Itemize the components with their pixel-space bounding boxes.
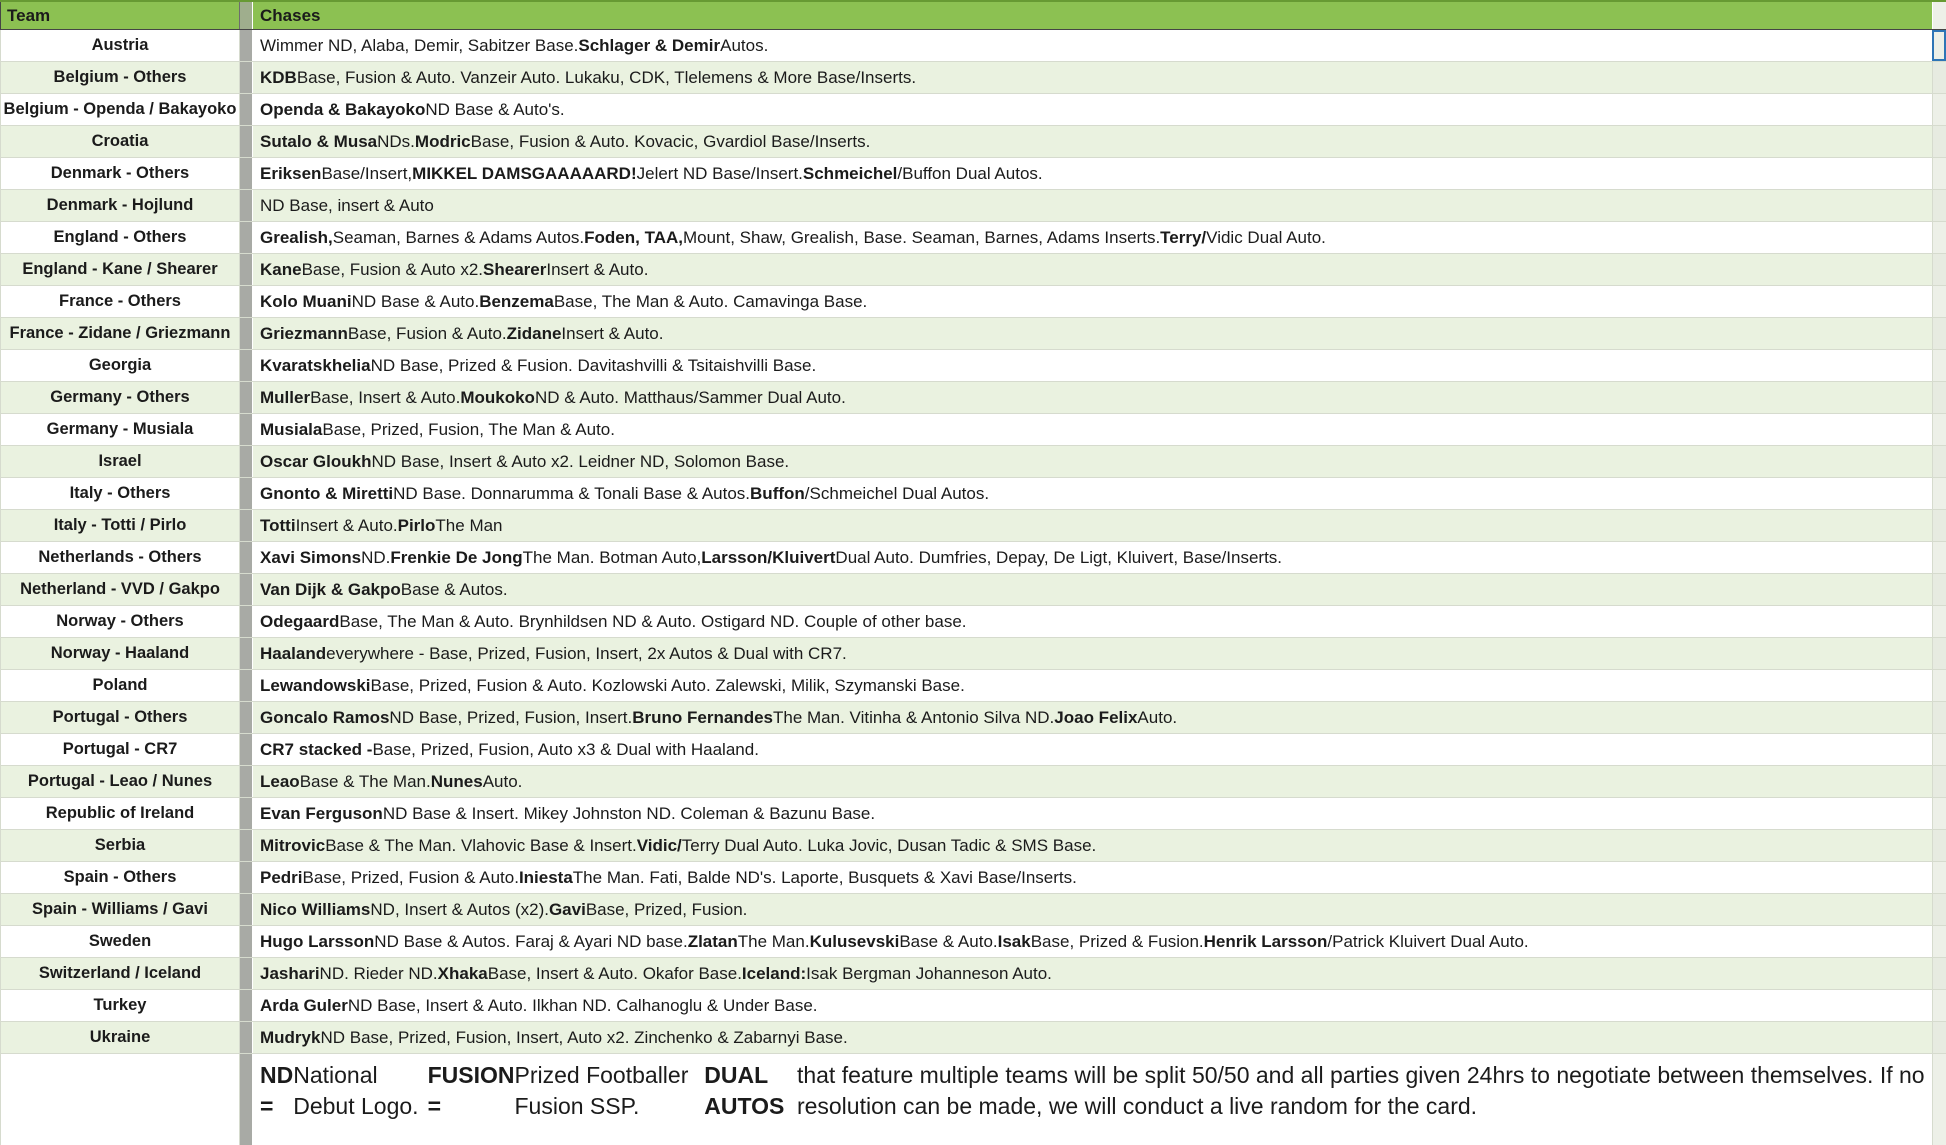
team-cell[interactable]: Portugal - Others [0,702,240,733]
table-row [0,318,1946,350]
chases-cell[interactable]: Kane Base, Fusion & Auto x2. Shearer Insert & Auto. [260,259,649,279]
team-cell[interactable]: France - Others [0,286,240,317]
chases-cell[interactable]: Haaland everywhere - Base, Prized, Fusion, Insert, 2x Autos & Dual with CR7. [260,643,847,663]
edge-column-cell[interactable] [1932,894,1946,925]
edge-column-cell[interactable] [1932,286,1946,317]
chases-cell[interactable]: Hugo Larsson ND Base & Autos. Faraj & Ayari ND base. Zlatan The Man. Kulusevski Base & Auto. Isak Base, Prized & Fusion. Henrik Larsson /Patrick Kluivert Dual Auto. [260,931,1529,951]
edge-column-cell[interactable] [1932,510,1946,541]
team-cell[interactable]: Switzerland / Iceland [0,958,240,989]
table-row [0,30,1946,62]
divider-column-cell [240,94,253,125]
edge-column-cell[interactable] [1932,574,1946,605]
divider-column-cell [240,798,253,829]
chases-cell[interactable]: ND Base, insert & Auto [260,195,434,215]
divider-column-cell [240,638,253,669]
table-row [0,62,1946,94]
edge-column-cell[interactable] [1932,318,1946,349]
table-row [0,94,1946,126]
team-cell[interactable]: Israel [0,446,240,477]
edge-column-cell[interactable] [1932,1022,1946,1053]
edge-column-header [1932,2,1946,29]
chases-cell[interactable]: Jashari ND. Rieder ND. Xhaka Base, Insert & Auto. Okafor Base. Iceland: Isak Bergman Johanneson Auto. [260,963,1052,983]
chases-cell[interactable]: Oscar Gloukh ND Base, Insert & Auto x2. Leidner ND, Solomon Base. [260,451,790,471]
edge-column-cell[interactable] [1932,670,1946,701]
edge-column-cell[interactable] [1932,446,1946,477]
team-cell[interactable]: Netherland - VVD / Gakpo [0,574,240,605]
active-cell-selection[interactable] [1932,30,1946,61]
chases-cell[interactable]: Musiala Base, Prized, Fusion, The Man & Auto. [260,419,615,439]
table-body [0,30,1946,1054]
divider-column-cell [240,350,253,381]
team-cell[interactable]: Portugal - CR7 [0,734,240,765]
chases-cell[interactable]: CR7 stacked - Base, Prized, Fusion, Auto x3 & Dual with Haaland. [260,739,759,759]
team-cell[interactable]: Norway - Haaland [0,638,240,669]
table-row [0,734,1946,766]
team-cell[interactable]: Denmark - Others [0,158,240,189]
team-cell[interactable]: Belgium - Others [0,62,240,93]
header-row [0,0,1946,30]
team-cell[interactable]: Belgium - Openda / Bakayoko [0,94,240,125]
divider-column-cell [240,190,253,221]
divider-column-cell [240,510,253,541]
table-row [0,222,1946,254]
divider-column-cell [240,414,253,445]
divider-column-cell [240,830,253,861]
table-row [0,478,1946,510]
team-cell[interactable]: Austria [0,30,240,61]
edge-column-cell[interactable] [1932,638,1946,669]
divider-column-cell [240,702,253,733]
divider-column-cell [240,926,253,957]
legend-empty-team-cell[interactable] [0,1054,240,1145]
chases-cell[interactable]: Kvaratskhelia ND Base, Prized & Fusion. Davitashvilli & Tsitaishvilli Base. [260,355,817,375]
divider-column-cell [240,1022,253,1053]
chases-cell[interactable]: Pedri Base, Prized, Fusion & Auto. Iniesta The Man. Fati, Balde ND's. Laporte, Busquets & Xavi Base/Inserts. [260,867,1077,887]
edge-column-cell[interactable] [1932,62,1946,93]
chases-cell[interactable]: Arda Guler ND Base, Insert & Auto. Ilkhan ND. Calhanoglu & Under Base. [260,995,818,1015]
edge-column-cell[interactable] [1932,126,1946,157]
edge-column-cell[interactable] [1932,606,1946,637]
table-row [0,606,1946,638]
team-cell[interactable]: Italy - Totti / Pirlo [0,510,240,541]
chases-cell[interactable]: Eriksen Base/Insert, MIKKEL DAMSGAAAAARD! Jelert ND Base/Insert. Schmeichel /Buffon Dual Autos. [260,163,1043,183]
team-cell[interactable]: Turkey [0,990,240,1021]
divider-column-cell [240,158,253,189]
table-row [0,382,1946,414]
edge-column-cell[interactable] [1932,734,1946,765]
table-row [0,958,1946,990]
team-cell[interactable]: Italy - Others [0,478,240,509]
chases-cell[interactable]: Kolo Muani ND Base & Auto. Benzema Base, The Man & Auto. Camavinga Base. [260,291,868,311]
table-row [0,542,1946,574]
chases-cell[interactable]: Grealish, Seaman, Barnes & Adams Autos. Foden, TAA, Mount, Shaw, Grealish, Base. Seaman, Barnes, Adams Inserts. Terry/ Vidic Dual Auto. [260,227,1326,247]
table-row [0,702,1946,734]
team-cell[interactable]: France - Zidane / Griezmann [0,318,240,349]
divider-column-cell [240,542,253,573]
team-cell[interactable]: Germany - Others [0,382,240,413]
table-row [0,126,1946,158]
chases-cell[interactable]: Sutalo & Musa NDs. Modric Base, Fusion & Auto. Kovacic, Gvardiol Base/Inserts. [260,131,871,151]
chases-cell[interactable]: Gnonto & Miretti ND Base. Donnarumma & Tonali Base & Autos. Buffon /Schmeichel Dual Autos. [260,483,990,503]
divider-column-cell [240,222,253,253]
edge-column-cell[interactable] [1932,222,1946,253]
divider-column-cell [240,574,253,605]
table-row [0,862,1946,894]
divider-column-cell [240,126,253,157]
edge-column-cell[interactable] [1932,414,1946,445]
divider-column-cell [240,894,253,925]
chases-cell[interactable]: KDB Base, Fusion & Auto. Vanzeir Auto. Lukaku, CDK, Tlelemens & More Base/Inserts. [260,67,917,87]
legend-note[interactable]: ND = National Debut Logo. FUSION = Prized Footballer Fusion SSP. DUAL AUTOS that feature multiple teams will be split 50/50 and all parties given 24hrs to negotiate between themselves. If no resolution can be made, we will conduct a live random for the card. [260,1062,1925,1119]
table-row [0,990,1946,1022]
chases-cell[interactable]: Goncalo Ramos ND Base, Prized, Fusion, Insert. Bruno Fernandes The Man. Vitinha & Antonio Silva ND. Joao Felix Auto. [260,707,1178,727]
team-cell[interactable]: Serbia [0,830,240,861]
divider-column-cell [240,62,253,93]
team-cell[interactable]: Denmark - Hojlund [0,190,240,221]
divider-column-cell [240,862,253,893]
divider-column-cell [240,990,253,1021]
chases-cell[interactable]: Evan Ferguson ND Base & Insert. Mikey Johnston ND. Coleman & Bazunu Base. [260,803,876,823]
team-cell[interactable]: England - Others [0,222,240,253]
divider-column-cell [240,606,253,637]
divider-column-cell [240,958,253,989]
table-row [0,286,1946,318]
edge-column-cell[interactable] [1932,958,1946,989]
table-row [0,830,1946,862]
chases-cell[interactable]: Mudryk ND Base, Prized, Fusion, Insert, Auto x2. Zinchenko & Zabarnyi Base. [260,1027,848,1047]
team-cell[interactable]: Republic of Ireland [0,798,240,829]
team-cell[interactable]: Norway - Others [0,606,240,637]
edge-column-cell[interactable] [1932,254,1946,285]
table-row [0,510,1946,542]
team-cell[interactable]: Germany - Musiala [0,414,240,445]
chases-cell[interactable]: Totti Insert & Auto. Pirlo The Man [260,515,503,535]
table-row [0,926,1946,958]
edge-column-cell [1932,1054,1946,1145]
team-cell[interactable]: England - Kane / Shearer [0,254,240,285]
team-cell[interactable]: Portugal - Leao / Nunes [0,766,240,797]
table-row [0,446,1946,478]
edge-column-cell[interactable] [1932,798,1946,829]
team-cell[interactable]: Sweden [0,926,240,957]
table-row [0,254,1946,286]
chases-cell[interactable]: Xavi Simons ND. Frenkie De Jong The Man. Botman Auto, Larsson/Kluivert Dual Auto. Dumfries, Depay, De Ligt, Kluivert, Base/Inserts. [260,547,1283,567]
team-cell[interactable]: Ukraine [0,1022,240,1053]
team-cell[interactable]: Spain - Others [0,862,240,893]
divider-column-cell [240,318,253,349]
chases-cell[interactable]: Odegaard Base, The Man & Auto. Brynhildsen ND & Auto. Ostigard ND. Couple of other base. [260,611,967,631]
team-cell[interactable]: Croatia [0,126,240,157]
table-row [0,574,1946,606]
edge-column-cell[interactable] [1932,702,1946,733]
table-row [0,1022,1946,1054]
table-row [0,638,1946,670]
divider-column-cell [240,766,253,797]
chases-cell[interactable]: Nico Williams ND, Insert & Autos (x2). Gavi Base, Prized, Fusion. [260,899,748,919]
edge-column-cell[interactable] [1932,862,1946,893]
chases-cell[interactable]: Lewandowski Base, Prized, Fusion & Auto. Kozlowski Auto. Zalewski, Milik, Szymanski Base. [260,675,965,695]
table-row [0,414,1946,446]
table-row [0,798,1946,830]
edge-column-cell[interactable] [1932,158,1946,189]
chases-cell[interactable]: Muller Base, Insert & Auto. Moukoko ND & Auto. Matthaus/Sammer Dual Auto. [260,387,846,407]
edge-column-cell[interactable] [1932,478,1946,509]
table-row [0,766,1946,798]
edge-column-cell[interactable] [1932,926,1946,957]
legend-row [0,1054,1946,1145]
chases-column-header[interactable]: Chases [260,5,321,25]
edge-column-cell[interactable] [1932,94,1946,125]
divider-column-cell [240,1054,253,1145]
team-cell[interactable]: Poland [0,670,240,701]
divider-column-cell [240,670,253,701]
divider-column-cell [240,446,253,477]
divider-column-cell [240,734,253,765]
team-cell[interactable]: Netherlands - Others [0,542,240,573]
edge-column-cell[interactable] [1932,190,1946,221]
edge-column-cell[interactable] [1932,990,1946,1021]
divider-column-cell [240,382,253,413]
edge-column-cell[interactable] [1932,830,1946,861]
divider-column-cell [240,254,253,285]
divider-column-header [240,2,253,29]
edge-column-cell[interactable] [1932,350,1946,381]
divider-column-cell [240,286,253,317]
chases-cell[interactable]: Griezmann Base, Fusion & Auto. Zidane Insert & Auto. [260,323,664,343]
edge-column-cell[interactable] [1932,382,1946,413]
chases-cell[interactable]: Mitrovic Base & The Man. Vlahovic Base & Insert. Vidic/ Terry Dual Auto. Luka Jovic, Dusan Tadic & SMS Base. [260,835,1097,855]
team-cell[interactable]: Georgia [0,350,240,381]
table-row [0,350,1946,382]
divider-column-cell [240,30,253,61]
edge-column-cell[interactable] [1932,542,1946,573]
chases-cell[interactable]: Leao Base & The Man. Nunes Auto. [260,771,523,791]
table-row [0,670,1946,702]
team-column-header[interactable]: Team [0,2,240,29]
chases-cell[interactable]: Van Dijk & Gakpo Base & Autos. [260,579,508,599]
table-row [0,158,1946,190]
table-row [0,894,1946,926]
chases-cell[interactable]: Wimmer ND, Alaba, Demir, Sabitzer Base. Schlager & Demir Autos. [260,35,769,55]
divider-column-cell [240,478,253,509]
edge-column-cell[interactable] [1932,766,1946,797]
team-cell[interactable]: Spain - Williams / Gavi [0,894,240,925]
chases-cell[interactable]: Openda & Bakayoko ND Base & Auto's. [260,99,565,119]
table-row [0,190,1946,222]
